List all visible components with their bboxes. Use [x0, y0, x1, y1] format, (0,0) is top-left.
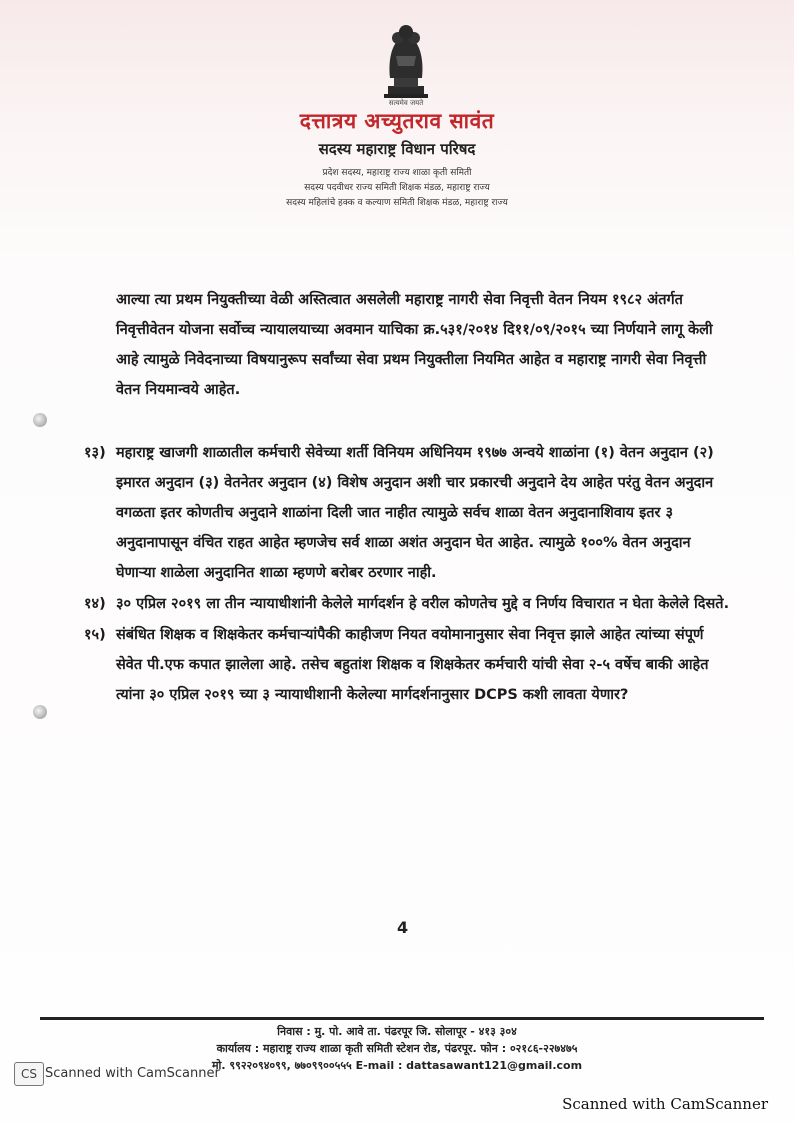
- item-number: १४): [84, 596, 106, 612]
- item-text: ३० एप्रिल २०१९ ला तीन न्यायाधीशांनी केलेले मार्गदर्शन हे वरील कोणतेच मुद्दे व निर्णय विचारात न घेता केलेले दिसते.: [116, 596, 730, 612]
- item-number: १५): [84, 627, 106, 643]
- list-item: [84, 589, 732, 619]
- emblem-motto: सत्यमेव जयते: [388, 99, 424, 107]
- camscanner-inline-text: Scanned with CamScanner: [45, 1066, 220, 1081]
- letterhead-name: दत्तात्रय अच्युतराव सावंत: [299, 109, 495, 133]
- camscanner-logo-icon: CS: [14, 1062, 44, 1086]
- letterhead-subtitle-2: सदस्य पदवीधर राज्य समिती शिक्षक मंडळ, महाराष्ट्र राज्य: [304, 183, 490, 193]
- footer-divider: [40, 1017, 764, 1020]
- punch-hole: [33, 413, 47, 427]
- item-text: संबंधित शिक्षक व शिक्षकेतर कर्मचाऱ्यांपैकी काहीजण नियत वयोमानानुसार सेवा निवृत्त झाले आहेत त्यांच्या संपूर्ण सेवेत पी.एफ कपात झालेला आहे. तसेच बहुतांश शिक्षक व शिक्षकेतर कर्मचारी यांची सेवा २-५ वर्षेच बाकी आहेत त्यांना ३० एप्रिल २०१९ च्या ३ न्यायाधीशानी केलेल्या मार्गदर्शनानुसार DCPS कशी लावता येणार?: [116, 627, 709, 703]
- footer-contact: मो. ९९२२०९४०९९, ७७०९९००५५५ E-mail : dattasawant121@gmail.com: [211, 1059, 583, 1072]
- item-text: महाराष्ट्र खाजगी शाळातील कर्मचारी सेवेच्या शर्ती विनियम अधिनियम १९७७ अन्वये शाळांना (१) वेतन अनुदान (२) इमारत अनुदान (३) वेतनेतर अनुदान (४) विशेष अनुदान अशी चार प्रकारची अनुदाने देय आहेत परंतु वेतन अनुदान वगळता इतर कोणतीच अनुदाने शाळांना दिली जात नाहीत त्यामुळे सर्वच शाळा वेतन अनुदानाशिवाय इतर ३ अनुदानापासून वंचित राहत आहेत म्हणजेच सर्व शाळा अशंत अनुदान घेत आहेत. त्यामुळे १००% वेतन अनुदान घेणाऱ्या शाळेला अनुदानित शाळा म्हणणे बरोबर ठरणार नाही.: [116, 445, 714, 581]
- list-item: [84, 438, 732, 588]
- state-emblem-icon: [374, 16, 438, 102]
- list-item: [84, 620, 732, 710]
- body-paragraph: आल्या त्या प्रथम नियुक्तीच्या वेळी अस्तित्वात असलेली महाराष्ट्र नागरी सेवा निवृत्ती वेतन नियम १९८२ अंतर्गत निवृत्तीवेतन योजना सर्वोच्च न्यायालयाच्या अवमान याचिका क्र.५३१/२०१४ दि११/०९/२०१५ च्या निर्णयाने लागू केली आहे त्यामुळे निवेदनाच्या विषयानुरूप सर्वांच्या सेवा प्रथम नियुक्तीला नियमित आहेत व महाराष्ट्र नागरी सेवा निवृत्ती वेतन नियमान्वये आहेत.: [116, 292, 713, 398]
- letterhead-subtitle-3: सदस्य महिलांचे हक्क व कल्याण समिती शिक्षक मंडळ, महाराष्ट्र राज्य: [286, 198, 508, 208]
- page-number: 4: [397, 918, 409, 937]
- punch-hole: [33, 705, 47, 719]
- letterhead-title: सदस्य महाराष्ट्र विधान परिषद: [318, 140, 476, 158]
- footer-residence: निवास : मु. पो. आवे ता. पंढरपूर जि. सोलापूर - ४१३ ३०४: [277, 1025, 517, 1038]
- footer-office: कार्यालय : महाराष्ट्र राज्य शाळा कृती समिती स्टेशन रोड, पंढरपूर. फोन : ०२१८६-२२७४७५: [216, 1042, 578, 1055]
- item-number: १३): [84, 445, 106, 461]
- numbered-list: [84, 438, 732, 711]
- letterhead-subtitle-1: प्रदेश सदस्य, महाराष्ट्र राज्य शाळा कृती समिती: [322, 168, 472, 178]
- camscanner-bottom-text: Scanned with CamScanner: [562, 1095, 768, 1113]
